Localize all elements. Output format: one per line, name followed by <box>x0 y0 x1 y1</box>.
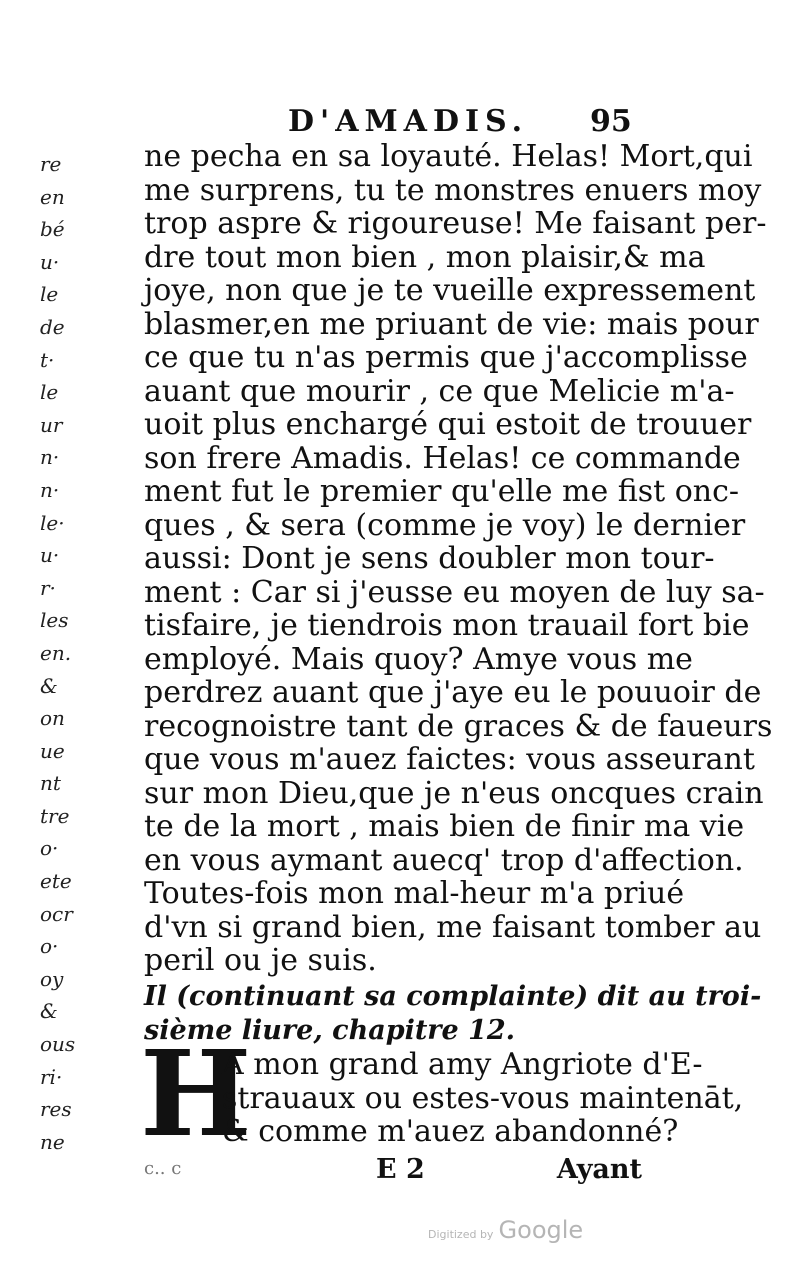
bleed-through-fragment: nt <box>40 771 61 796</box>
text-line: uoit plus enchargé qui estoit de trouuer <box>144 407 752 442</box>
dropcap-line: & comme m'auez abandonné? <box>222 1114 679 1149</box>
text-line: recognoistre tant de graces & de faueurs <box>144 708 773 744</box>
bleed-through-fragment: ue <box>40 738 65 763</box>
bleed-through-fragment: r· <box>40 575 56 600</box>
bleed-through-column <box>40 148 80 1158</box>
text-line: me surprens, tu te monstres enuers moy <box>144 172 762 208</box>
text-line: peril ou je suis. <box>144 943 377 978</box>
bleed-through-fragment: n· <box>40 445 60 470</box>
text-line: ment fut le premier qu'elle me fist onc- <box>144 474 740 509</box>
text-line: d'vn si grand bien, me faisant tomber au <box>144 909 762 945</box>
running-title: D'AMADIS. <box>288 104 529 139</box>
digitized-watermark <box>428 1216 583 1244</box>
google-logo-text: Google <box>498 1216 584 1244</box>
text-line: perdrez auant que j'aye eu le pouuoir de <box>144 675 762 710</box>
bleed-through-fragment: ocr <box>40 901 73 926</box>
bleed-through-fragment: ne <box>40 1129 65 1154</box>
text-line: son frere Amadis. Helas! ce commande <box>144 440 741 476</box>
bleed-through-fragment: n· <box>40 477 60 502</box>
bleed-through-fragment: ous <box>40 1032 76 1057</box>
text-line: sur mon Dieu,que je n'eus oncques crain <box>144 775 764 811</box>
text-line: ne pecha en sa loyauté. Helas! Mort,qui <box>144 139 753 174</box>
bleed-through-fragment: de <box>40 314 65 339</box>
bleed-through-fragment: en <box>40 184 65 209</box>
text-line: joye, non que je te vueille expressement <box>144 273 756 308</box>
bleed-through-fragment: u· <box>40 543 60 568</box>
bleed-through-fragment: oy <box>40 966 64 991</box>
catchword: Ayant <box>556 1154 642 1185</box>
bleed-through-fragment: res <box>40 1097 72 1122</box>
bleed-through-fragment: & <box>40 673 58 698</box>
rubric-line: Il (continuant sa complainte) dit au troi- <box>144 981 762 1012</box>
text-line: que vous m'auez faictes: vous asseurant <box>144 742 755 777</box>
bleed-through-fragment: & <box>40 999 58 1024</box>
page-number: 95 <box>590 104 632 139</box>
text-line: auant que mourir , ce que Melicie m'a- <box>144 373 735 409</box>
text-line: aussi: Dont je sens doubler mon tour- <box>144 541 715 576</box>
text-line: employé. Mais quoy? Amye vous me <box>144 641 693 677</box>
bleed-through-fragment: ur <box>40 412 63 437</box>
text-line: trop aspre & rigoureuse! Me faisant per- <box>144 206 767 241</box>
dropcap-line: strauaux ou estes-vous maintenāt, <box>222 1080 744 1116</box>
digitized-by-text: Digitized by <box>428 1228 494 1241</box>
bleed-through-fragment: les <box>40 608 69 633</box>
dropcap-line: A mon grand amy Angriote d'E- <box>222 1047 703 1082</box>
text-line: te de la mort , mais bien de finir ma vie <box>144 809 745 844</box>
page-header <box>240 104 660 144</box>
bleed-through-fragment: le <box>40 380 59 405</box>
bleed-through-fragment: ete <box>40 869 72 894</box>
text-line: blasmer,en me priuant de vie: mais pour <box>144 306 759 342</box>
drop-cap: H <box>140 1024 252 1163</box>
bleed-through-fragment: u· <box>40 249 60 274</box>
page-footer <box>144 1154 642 1188</box>
bleed-through-fragment: re <box>40 152 62 176</box>
text-line: en vous aymant auecq' trop d'affection. <box>144 842 744 878</box>
footer-marks: c.. c <box>144 1158 182 1179</box>
dropcap-paragraph <box>222 1047 744 1149</box>
signature-mark: E 2 <box>376 1154 425 1185</box>
bleed-through-fragment: ri· <box>40 1064 63 1089</box>
bleed-through-fragment: le <box>40 282 59 307</box>
bleed-through-fragment: on <box>40 706 65 731</box>
bleed-through-fragment: bé <box>40 217 65 242</box>
bleed-through-fragment: en. <box>40 640 72 665</box>
text-line: tisfaire, je tiendrois mon trauail fort bie <box>144 608 750 643</box>
bleed-through-fragment: t· <box>40 347 55 372</box>
bleed-through-fragment: le· <box>40 510 65 535</box>
bleed-through-fragment: o· <box>40 934 59 959</box>
text-line: dre tout mon bien , mon plaisir,& ma <box>144 239 706 275</box>
bleed-through-fragment: tre <box>40 803 70 828</box>
text-line: ment : Car si j'eusse eu moyen de luy sa- <box>144 574 765 610</box>
rubric-line: sième liure, chapitre 12. <box>144 1015 516 1046</box>
body-text <box>144 139 773 978</box>
text-line: ce que tu n'as permis que j'accomplisse <box>144 340 748 375</box>
text-line: Toutes-fois mon mal-heur m'a priué <box>144 876 685 911</box>
text-line: ques , & sera (comme je voy) le dernier <box>144 507 746 543</box>
bleed-through-fragment: o· <box>40 836 59 861</box>
